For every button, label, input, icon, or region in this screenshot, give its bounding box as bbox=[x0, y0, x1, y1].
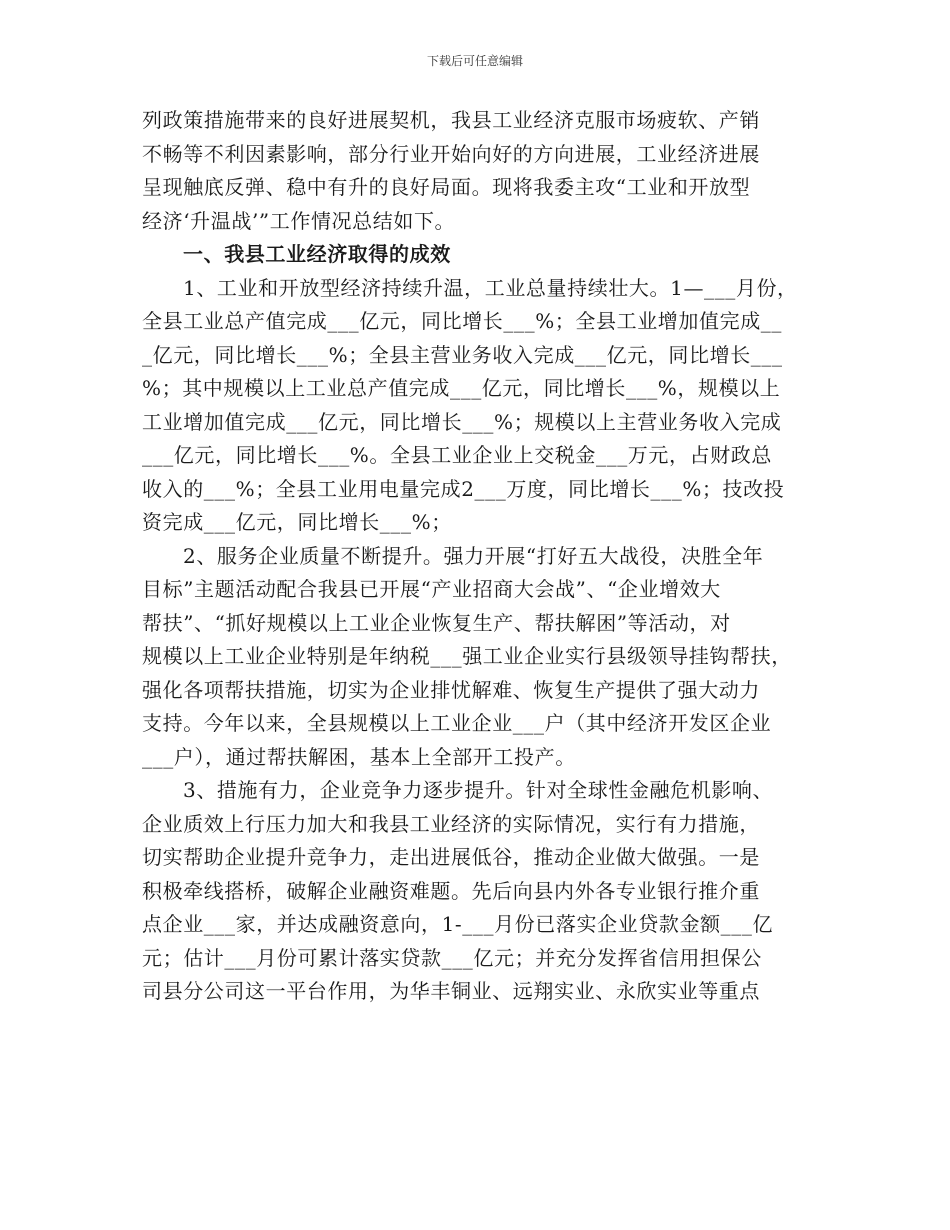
text-line: 点企业___家，并达成融资意向，1-___月份已落实企业贷款金额___亿 bbox=[142, 912, 774, 936]
text-line: %；其中规模以上工业总产值完成___亿元，同比增长___%，规模以上 bbox=[142, 376, 781, 400]
text-line: 资完成___亿元，同比增长___%； bbox=[142, 510, 452, 534]
text-line: _亿元，同比增长___%；全县主营业务收入完成___亿元，同比增长___ bbox=[142, 342, 783, 367]
text-line: 帮扶”、“抓好规模以上工业企业恢复生产、帮扶解困”等活动，对 bbox=[142, 610, 731, 635]
text-line: 元；估计___月份可累计落实贷款___亿元；并充分发挥省信用担保公 bbox=[142, 945, 762, 970]
text-line: 不畅等不利因素影响，部分行业开始向好的方向进展，工业经济进展 bbox=[142, 141, 760, 166]
text-line: 支持。今年以来，全县规模以上工业企业___户（其中经济开发区企业 bbox=[142, 711, 772, 735]
text-line: 1、工业和开放型经济持续升温，工业总量持续壮大。1—___月份， bbox=[183, 275, 798, 300]
text-line: 2、服务企业质量不断提升。强力开展“打好五大战役，决胜全年 bbox=[183, 543, 764, 568]
text-line: 规模以上工业企业特别是年纳税___强工业企业实行县级领导挂钩帮扶， bbox=[142, 644, 792, 668]
text-line: 企业质效上行压力加大和我县工业经济的实际情况，实行有力措施， bbox=[142, 811, 760, 836]
text-line: 司县分公司这一平台作用，为华丰铜业、远翔实业、永欣实业等重点 bbox=[142, 979, 760, 1003]
document-body bbox=[142, 104, 814, 1009]
text-line: 经济‘升温战’”工作情况总结如下。 bbox=[142, 208, 456, 233]
page-header: 下载后可任意编辑 bbox=[426, 54, 523, 68]
text-line: 3、措施有力，企业竞争力逐步提升。针对全球性金融危机影响、 bbox=[183, 778, 774, 802]
section-heading: 一、我县工业经济取得的成效 bbox=[183, 242, 451, 266]
text-line: 积极牵线搭桥，破解企业融资难题。先后向县内外各专业银行推介重 bbox=[142, 878, 760, 903]
text-line: 全县工业总产值完成___亿元，同比增长___%；全县工业增加值完成__ bbox=[142, 309, 783, 333]
text-line: 目标”主题活动配合我县已开展“产业招商大会战”、“企业增效大 bbox=[142, 577, 721, 601]
text-line: 列政策措施带来的良好进展契机，我县工业经济克服市场疲软、产销 bbox=[142, 108, 760, 132]
text-line: 收入的___%；全县工业用电量完成2___万度，同比增长___%；技改投 bbox=[142, 476, 785, 501]
text-line: ___亿元，同比增长___%。全县工业企业上交税金___万元，占财政总 bbox=[142, 443, 773, 467]
text-line: 呈现触底反弹、稳中有升的良好局面。现将我委主攻“工业和开放型 bbox=[142, 175, 751, 199]
text-line: 切实帮助企业提升竞争力，走出进展低谷，推动企业做大做强。一是 bbox=[142, 845, 760, 869]
text-line: 强化各项帮扶措施，切实为企业排忧解难、恢复生产提供了强大动力 bbox=[142, 677, 760, 702]
text-line: 工业增加值完成___亿元，同比增长___%；规模以上主营业务收入完成 bbox=[142, 409, 782, 434]
text-line: ___户），通过帮扶解困，基本上全部开工投产。 bbox=[142, 744, 576, 769]
